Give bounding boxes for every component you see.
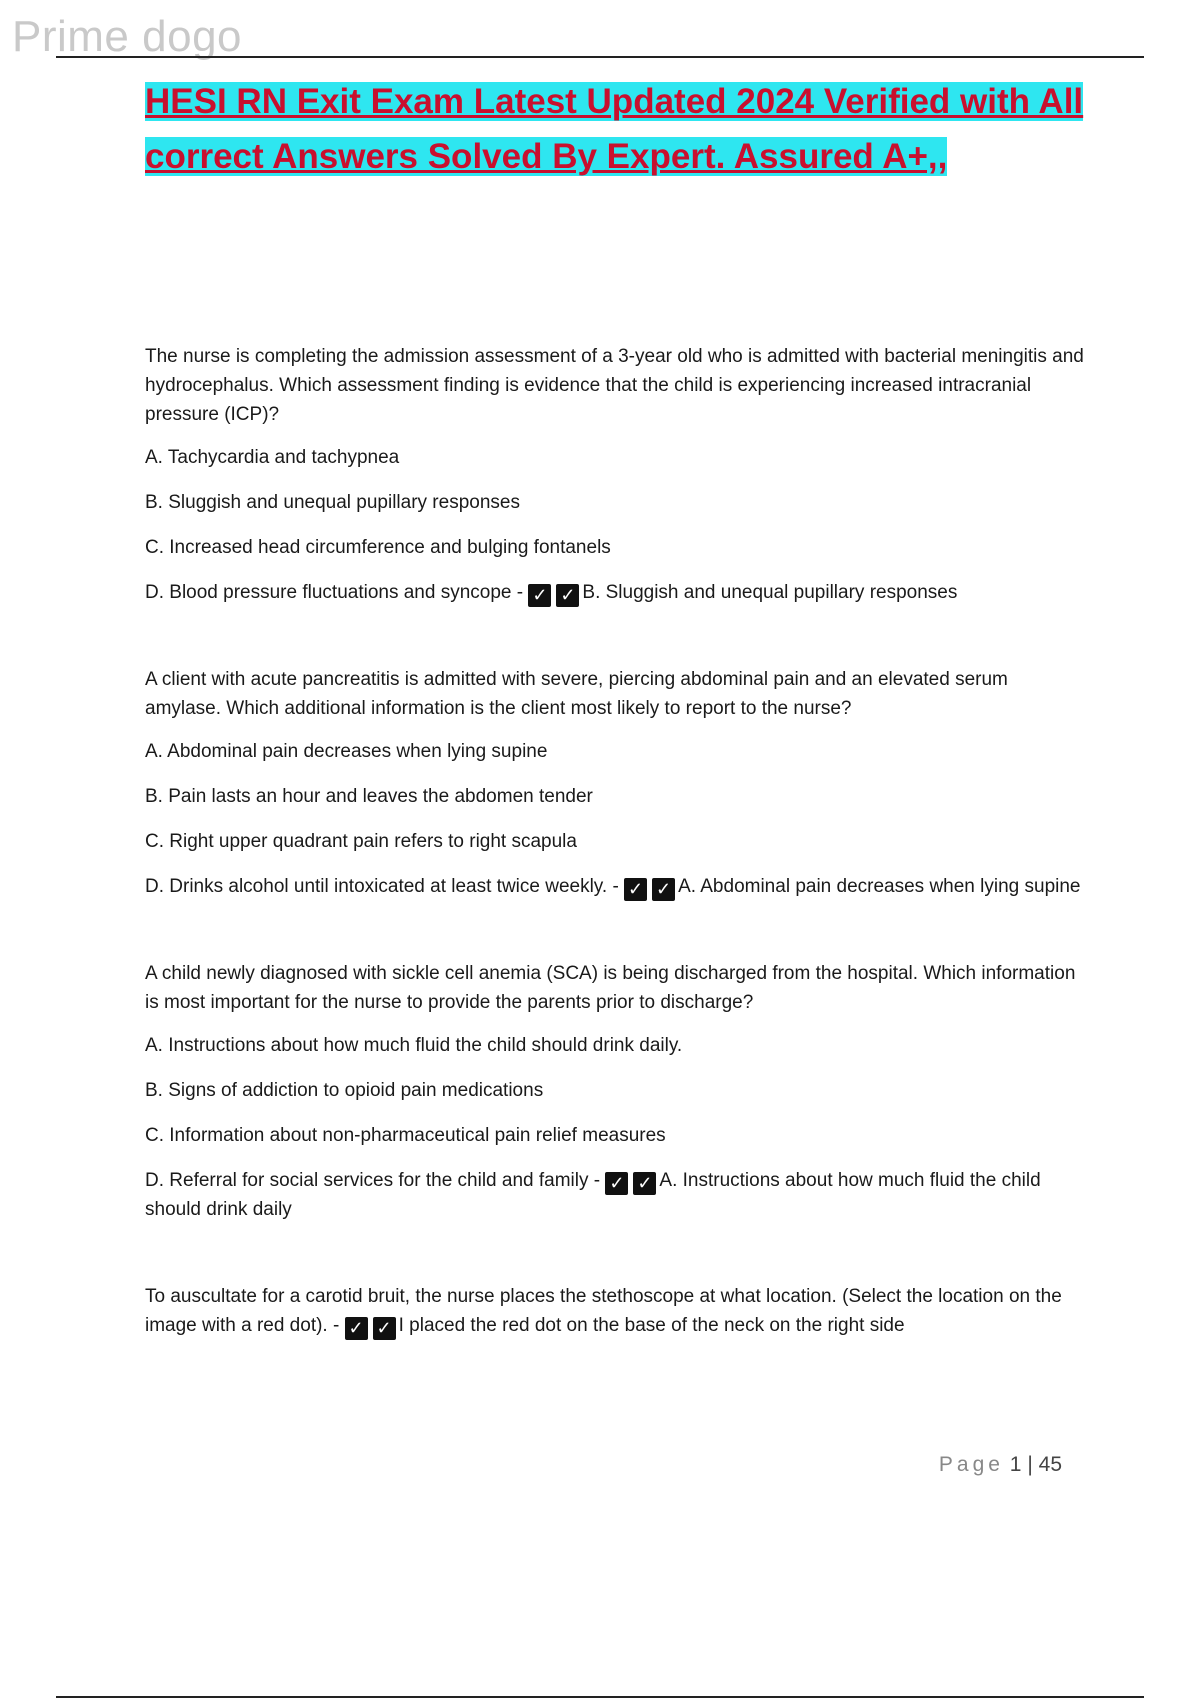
page-label: Page bbox=[938, 1453, 1004, 1476]
question-stem: A client with acute pancreatitis is admitted with severe, piercing abdominal pain and an elevated serum amylase. Which additional information is the client most likely to report to the nurse? bbox=[145, 669, 1008, 719]
question-block-3 bbox=[145, 959, 1085, 1224]
option-b: B. Signs of addiction to opioid pain medications bbox=[145, 1080, 544, 1101]
option-a: A. Tachycardia and tachypnea bbox=[145, 447, 400, 468]
checkmark-icon: ✓ bbox=[605, 1172, 628, 1195]
question-with-answer bbox=[145, 1282, 1085, 1340]
option-d-with-answer bbox=[145, 872, 1085, 901]
footer-rule bbox=[56, 1696, 1144, 1698]
question-stem: To auscultate for a carotid bruit, the nurse places the stethoscope at what location. (Select the location on the image with a red dot). - bbox=[145, 1286, 1062, 1336]
option-a: A. Instructions about how much fluid the child should drink daily. bbox=[145, 1035, 683, 1056]
question-stem: A child newly diagnosed with sickle cell anemia (SCA) is being discharged from the hospital. Which information is most important for the nurse to provide the parents prior to discharge? bbox=[145, 963, 1076, 1013]
checkmark-icon: ✓ bbox=[624, 878, 647, 901]
page-current: 1 bbox=[1009, 1453, 1022, 1476]
page-separator: | bbox=[1027, 1453, 1033, 1476]
option-d-with-answer bbox=[145, 578, 1085, 607]
option-c: C. Information about non-pharmaceutical pain relief measures bbox=[145, 1125, 666, 1146]
checkmark-icon: ✓ bbox=[652, 878, 675, 901]
question-stem: The nurse is completing the admission assessment of a 3-year old who is admitted with bacterial meningitis and hydrocephalus. Which assessment finding is evidence that the child is experiencing increased intracranial pressure (ICP)? bbox=[145, 346, 1084, 425]
option-b: B. Pain lasts an hour and leaves the abdomen tender bbox=[145, 786, 593, 807]
option-c: C. Increased head circumference and bulging fontanels bbox=[145, 537, 611, 558]
question-block-2 bbox=[145, 665, 1085, 901]
watermark: Prime dogo bbox=[12, 12, 243, 61]
page-number bbox=[939, 1453, 1062, 1477]
option-d-with-answer bbox=[145, 1166, 1085, 1224]
title-line-2: correct Answers Solved By Expert. Assured A+,, bbox=[145, 137, 948, 176]
answer-text: A. Abdominal pain decreases when lying supine bbox=[678, 876, 1081, 897]
question-block-4 bbox=[145, 1282, 1085, 1340]
option-c: C. Right upper quadrant pain refers to right scapula bbox=[145, 831, 577, 852]
checkmark-icon: ✓ bbox=[528, 584, 551, 607]
option-a: A. Abdominal pain decreases when lying supine bbox=[145, 741, 548, 762]
option-d: D. Drinks alcohol until intoxicated at least twice weekly. - bbox=[145, 876, 619, 897]
page-content bbox=[145, 74, 1085, 1398]
answer-text: A. Instructions about how much fluid the child should drink daily bbox=[145, 1170, 1041, 1220]
checkmark-icon: ✓ bbox=[633, 1172, 656, 1195]
answer-text: I placed the red dot on the base of the neck on the right side bbox=[398, 1315, 905, 1336]
checkmark-icon: ✓ bbox=[345, 1317, 368, 1340]
document-title bbox=[145, 74, 1085, 184]
question-block-1 bbox=[145, 342, 1085, 607]
option-d: D. Referral for social services for the child and family - bbox=[145, 1170, 601, 1191]
title-spacer bbox=[145, 184, 1085, 342]
checkmark-icon: ✓ bbox=[373, 1317, 396, 1340]
answer-text: B. Sluggish and unequal pupillary responses bbox=[582, 582, 958, 603]
option-d: D. Blood pressure fluctuations and syncope - bbox=[145, 582, 524, 603]
checkmark-icon: ✓ bbox=[556, 584, 579, 607]
title-line-1: HESI RN Exit Exam Latest Updated 2024 Verified with All bbox=[145, 82, 1084, 121]
page-total: 45 bbox=[1038, 1453, 1062, 1476]
option-b: B. Sluggish and unequal pupillary responses bbox=[145, 492, 520, 513]
header-rule bbox=[56, 56, 1144, 58]
